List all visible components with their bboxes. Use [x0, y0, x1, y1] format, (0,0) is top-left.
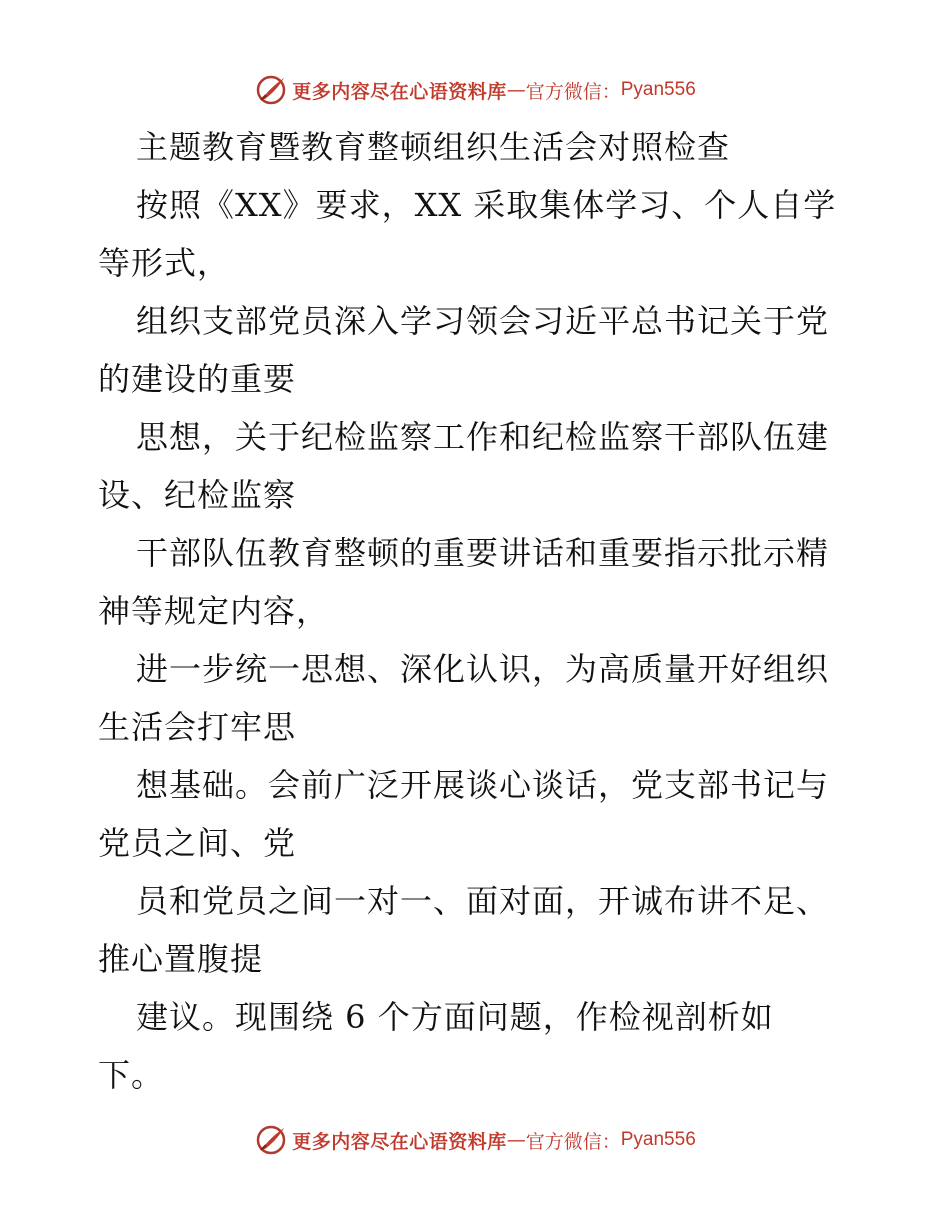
footer-banner-wechat-label: 官方微信： — [525, 1130, 621, 1153]
header-banner-text: 更多内容尽在心语资料库 — [292, 80, 507, 103]
paragraph-line: 等形式， — [98, 244, 231, 282]
quill-pen-logo-icon — [254, 1123, 288, 1157]
paragraph-line: 组织支部党员深入学习领会习近平总书记关于党 — [136, 302, 830, 340]
paragraph-line: 生活会打牢思 — [98, 708, 297, 746]
quill-pen-logo-icon — [254, 73, 288, 107]
document-title: 主题教育暨教育整顿组织生活会对照检查 — [136, 128, 731, 166]
paragraph-line: 神等规定内容， — [98, 592, 330, 630]
paragraph-line: 按照《XX》要求，XX 采取集体学习、个人自学 — [136, 186, 837, 224]
paragraph-line: 党员之间、党 — [98, 824, 297, 862]
document-body — [98, 118, 858, 1104]
header-banner-wechat-id: Pyan556 — [620, 79, 696, 100]
paragraph-line: 推心置腹提 — [98, 940, 264, 978]
header-banner-separator: — — [506, 79, 526, 101]
footer-banner-separator: — — [506, 1129, 526, 1151]
paragraph-line: 员和党员之间一对一、面对面，开诚布讲不足、 — [136, 882, 830, 920]
footer-banner-wechat-id: Pyan556 — [620, 1129, 696, 1150]
header-banner — [0, 70, 950, 110]
paragraph-line: 的建设的重要 — [98, 360, 297, 398]
paragraph-line: 干部队伍教育整顿的重要讲话和重要指示批示精 — [136, 534, 830, 572]
footer-banner — [0, 1120, 950, 1160]
paragraph-line: 建议。现围绕 6 个方面问题，作检视剖析如 — [136, 998, 774, 1036]
paragraph-line: 思想，关于纪检监察工作和纪检监察干部队伍建 — [136, 418, 830, 456]
paragraph-line: 设、纪检监察 — [98, 476, 297, 514]
paragraph-line: 进一步统一思想、深化认识，为高质量开好组织 — [136, 650, 830, 688]
footer-banner-text: 更多内容尽在心语资料库 — [292, 1130, 507, 1153]
paragraph-line: 想基础。会前广泛开展谈心谈话，党支部书记与 — [136, 766, 830, 804]
paragraph-line: 下。 — [98, 1056, 165, 1094]
header-banner-wechat-label: 官方微信： — [525, 80, 621, 103]
